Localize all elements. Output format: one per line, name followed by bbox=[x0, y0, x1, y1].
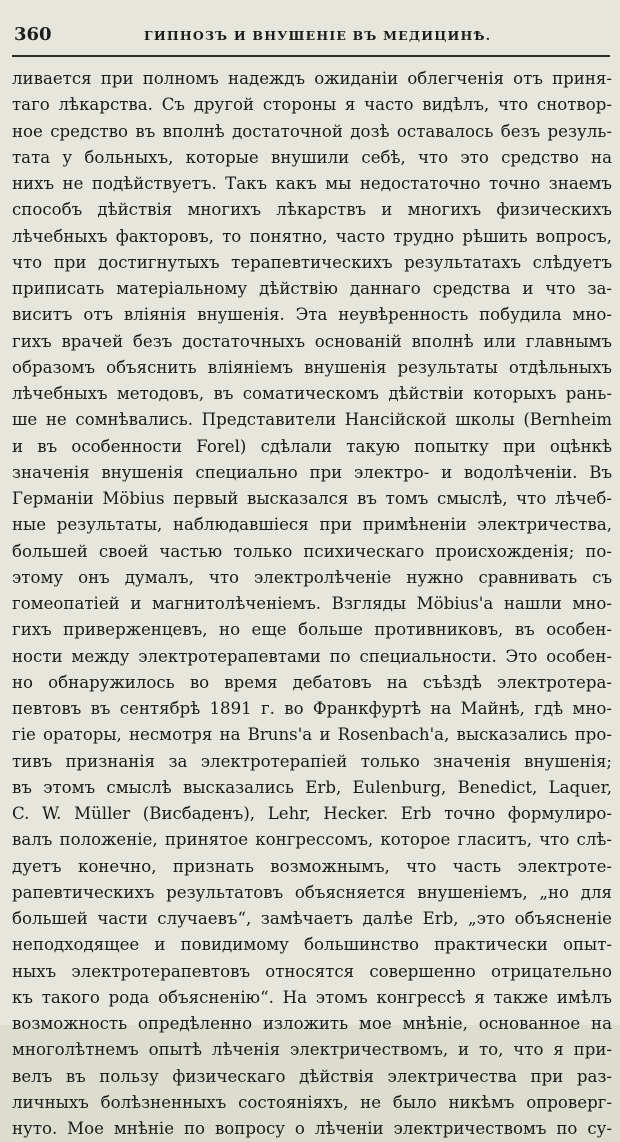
text-line: способъ дѣйствія многихъ лѣкарствъ и многихъ физическихъ bbox=[12, 200, 612, 220]
page-header bbox=[12, 24, 610, 48]
text-line: гомеопатіей и магнитолѣченіемъ. Взгляды Möbius'а нашли мно- bbox=[12, 594, 612, 613]
text-line: валъ положеніе, принятое конгрессомъ, которое гласитъ, что слѣ- bbox=[12, 830, 612, 850]
text-line: нихъ не подѣйствуетъ. Такъ какъ мы недостаточно точно знаемъ bbox=[12, 174, 612, 193]
running-title: ГИПНОЗЪ И ВНУШЕНІЕ ВЪ МЕДИЦИНѢ. bbox=[144, 28, 492, 43]
text-line: личныхъ болѣзненныхъ состояніяхъ, не было никѣмъ опроверг- bbox=[12, 1092, 612, 1112]
text-line: Германіи Möbius первый высказался въ томъ смыслѣ, что лѣчеб- bbox=[12, 489, 612, 508]
text-line: большей части случаевъ“, замѣчаетъ далѣе Erb, „это объясненіе bbox=[12, 909, 612, 928]
text-line: въ этомъ смыслѣ высказались Erb, Eulenburg, Benedict, Laquer, bbox=[12, 777, 612, 797]
text-line: C. W. Müller (Висбаденъ), Lehr, Hecker. Erb точно формулиро- bbox=[12, 804, 612, 823]
text-line: многолѣтнемъ опытѣ лѣченія электричествомъ, и то, что я при- bbox=[12, 1040, 612, 1060]
text-line: лѣчебныхъ факторовъ, то понятно, часто трудно рѣшить вопросъ, bbox=[12, 226, 612, 246]
text-line: дуетъ конечно, признать возможнымъ, что часть электроте- bbox=[12, 856, 612, 876]
text-line: ное средство въ вполнѣ достаточной дозѣ оставалось безъ резуль- bbox=[12, 121, 612, 141]
text-line: ности между электротерапевтами по специальности. Это особен- bbox=[12, 646, 612, 666]
text-line: но обнаружилось во время дебатовъ на съѣздѣ электротера- bbox=[12, 672, 612, 692]
text-line: этому онъ думалъ, что электролѣченіе нужно сравнивать съ bbox=[12, 567, 612, 587]
page-number: 360 bbox=[14, 24, 52, 45]
text-line: нуто. Мое мнѣніе по вопросу о лѣченіи электричествомъ по су- bbox=[12, 1119, 612, 1138]
header-rule bbox=[12, 55, 610, 57]
text-line: гихъ приверженцевъ, но еще больше противниковъ, въ особен- bbox=[12, 620, 612, 640]
text-line: значенія внушенія специально при электро- и водолѣченіи. Въ bbox=[12, 462, 612, 482]
text-line: приписать матеріальному дѣйствію даннаго средства и что за- bbox=[12, 279, 612, 298]
text-line: и въ особенности Forel) сдѣлали такую попытку при оцѣнкѣ bbox=[12, 436, 612, 456]
text-line: ные результаты, наблюдавшіеся при примѣненіи электричества, bbox=[12, 515, 612, 535]
text-line: тивъ признанія за электротерапіей только значенія внушенія; bbox=[12, 751, 612, 771]
text-line: что при достигнутыхъ терапевтическихъ результатахъ слѣдуетъ bbox=[12, 252, 612, 272]
text-line: певтовъ въ сентябрѣ 1891 г. во Франкфуртѣ на Майнѣ, гдѣ мно- bbox=[12, 699, 612, 718]
text-line: къ такого рода объясненію“. На этомъ конгрессѣ я также имѣлъ bbox=[12, 987, 612, 1007]
text-line: таго лѣкарства. Съ другой стороны я часто видѣлъ, что снотвор- bbox=[12, 95, 612, 115]
text-line: неподходящее и повидимому большинство практически опыт- bbox=[12, 935, 612, 955]
text-line: возможность опредѣленно изложить мое мнѣніе, основанное на bbox=[12, 1014, 612, 1033]
text-line: ныхъ электротерапевтовъ относятся совершенно отрицательно bbox=[12, 961, 612, 981]
text-line: большей своей частью только психическаго происхожденія; по- bbox=[12, 541, 612, 561]
text-line: образомъ объяснить вліяніемъ внушенія результаты отдѣльныхъ bbox=[12, 357, 612, 377]
text-line: гіе ораторы, несмотря на Bruns'а и Rosenbach'а, высказались про- bbox=[12, 725, 612, 745]
text-line: ше не сомнѣвались. Представители Нансійской школы (Bernheim bbox=[12, 410, 612, 430]
text-line: велъ въ пользу физическаго дѣйствія электричества при раз- bbox=[12, 1066, 612, 1086]
text-line: лѣчебныхъ методовъ, въ соматическомъ дѣйствіи которыхъ рань- bbox=[12, 384, 612, 403]
text-line: рапевтическихъ результатовъ объясняется внушеніемъ, „но для bbox=[12, 882, 612, 902]
text-line: тата у больныхъ, которые внушили себѣ, что это средство на bbox=[12, 147, 612, 167]
text-line: виситъ отъ вліянія внушенія. Эта неувѣренность побудила мно- bbox=[12, 305, 612, 325]
text-line: ливается при полномъ надеждъ ожиданіи облегченія отъ приня- bbox=[12, 69, 612, 88]
body-text bbox=[12, 66, 612, 1142]
text-line: гихъ врачей безъ достаточныхъ основаній вполнѣ или главнымъ bbox=[12, 331, 612, 351]
